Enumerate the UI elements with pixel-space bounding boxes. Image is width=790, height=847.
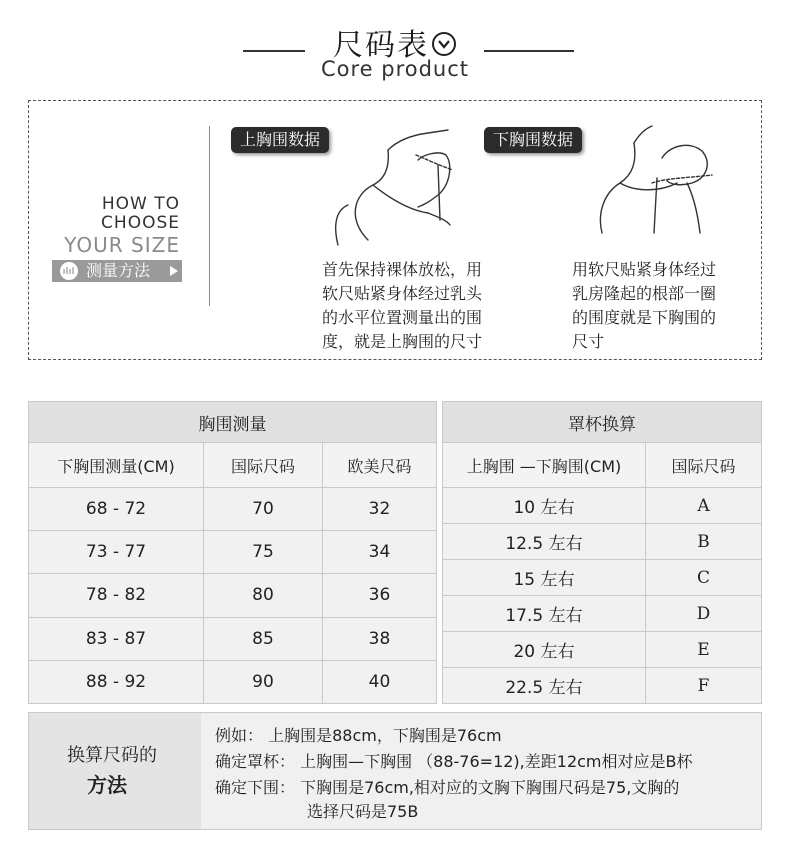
method-title-line-2: 方法 [87, 773, 127, 797]
band-range: 73 - 77 [29, 531, 204, 574]
band-size-table [28, 401, 437, 704]
band-eu: 36 [323, 574, 437, 617]
cup-diff: 15 左右 [443, 560, 646, 596]
method-title-line-1: 换算尺码的 [67, 745, 157, 766]
lower-desc-line-3: 的围度就是下胸围的 [572, 308, 717, 327]
cup-letter: B [646, 524, 762, 560]
cup-diff: 22.5 左右 [443, 668, 646, 704]
title-right-line [484, 50, 574, 52]
band-range: 88 - 92 [29, 660, 204, 703]
cup-letter: C [646, 560, 762, 596]
band-header-under: 下胸围测量(CM) [29, 443, 204, 488]
howto-line-2: CHOOSE [101, 213, 180, 233]
method-band-rule: 确定下围： 下胸围是76cm,相对应的文胸下胸围尺码是75,文胸的 [215, 778, 680, 797]
band-intl: 75 [204, 531, 323, 574]
lower-desc-line-1: 用软尺贴紧身体经过 [572, 260, 717, 279]
band-table-title: 胸围测量 [29, 402, 437, 443]
cup-header-intl: 国际尺码 [646, 443, 762, 488]
conversion-method-panel [28, 712, 762, 830]
cup-letter: E [646, 632, 762, 668]
lower-bust-pill: 下胸围数据 [484, 127, 582, 153]
band-range: 68 - 72 [29, 488, 204, 531]
method-result: 选择尺码是75B [307, 802, 419, 821]
upper-bust-pill: 上胸围数据 [231, 127, 329, 153]
table-row [443, 560, 762, 596]
table-row [443, 524, 762, 560]
upper-bust-illustration [328, 125, 468, 250]
howto-line-3: YOUR SIZE [64, 233, 180, 257]
measure-method-label: 测量方法 [86, 261, 151, 280]
lower-desc-line-4: 尺寸 [572, 332, 605, 351]
table-row [29, 574, 437, 617]
table-row [29, 531, 437, 574]
band-eu: 32 [323, 488, 437, 531]
cup-letter: F [646, 668, 762, 704]
page-title: 尺码表 [333, 28, 429, 63]
table-row [443, 632, 762, 668]
upper-desc-line-3: 的水平位置测量出的围 [322, 308, 483, 327]
table-row [29, 660, 437, 703]
chevron-down-icon [432, 32, 456, 56]
table-row [443, 596, 762, 632]
cup-diff: 17.5 左右 [443, 596, 646, 632]
cup-size-table [442, 401, 762, 704]
measure-method-tag [52, 260, 182, 282]
band-intl: 90 [204, 660, 323, 703]
cup-diff: 12.5 左右 [443, 524, 646, 560]
cup-letter: D [646, 596, 762, 632]
table-row [443, 668, 762, 704]
lower-bust-illustration [592, 123, 732, 248]
upper-desc-line-4: 度，就是上胸围的尺寸 [322, 332, 483, 351]
upper-desc-line-2: 软尺贴紧身体经过乳头 [322, 284, 483, 303]
table-row [29, 617, 437, 660]
table-row [443, 488, 762, 524]
cup-diff: 20 左右 [443, 632, 646, 668]
cup-header-diff: 上胸围 —下胸围(CM) [443, 443, 646, 488]
band-header-intl: 国际尺码 [204, 443, 323, 488]
band-eu: 40 [323, 660, 437, 703]
band-range: 78 - 82 [29, 574, 204, 617]
method-example: 例如： 上胸围是88cm，下胸围是76cm [215, 726, 502, 745]
upper-desc-line-1: 首先保持裸体放松，用 [322, 260, 483, 279]
band-eu: 38 [323, 617, 437, 660]
band-eu: 34 [323, 531, 437, 574]
table-row [29, 488, 437, 531]
vertical-divider [209, 126, 210, 306]
ruler-icon [60, 262, 78, 280]
band-intl: 80 [204, 574, 323, 617]
upper-bust-description [322, 258, 482, 354]
cup-diff: 10 左右 [443, 488, 646, 524]
cup-letter: A [646, 488, 762, 524]
band-intl: 85 [204, 617, 323, 660]
band-intl: 70 [204, 488, 323, 531]
method-cup-rule: 确定罩杯： 上胸围—下胸围 （88-76=12),差距12cm相对应是B杯 [215, 752, 693, 771]
title-left-line [243, 50, 305, 52]
band-range: 83 - 87 [29, 617, 204, 660]
lower-bust-description [572, 258, 716, 354]
page-subtitle: Core product [320, 57, 470, 81]
cup-table-title: 罩杯换算 [443, 402, 762, 443]
lower-desc-line-2: 乳房隆起的根部一圈 [572, 284, 717, 303]
play-arrow-icon [170, 266, 178, 276]
howto-line-1: HOW TO [101, 194, 180, 214]
band-header-eu: 欧美尺码 [323, 443, 437, 488]
